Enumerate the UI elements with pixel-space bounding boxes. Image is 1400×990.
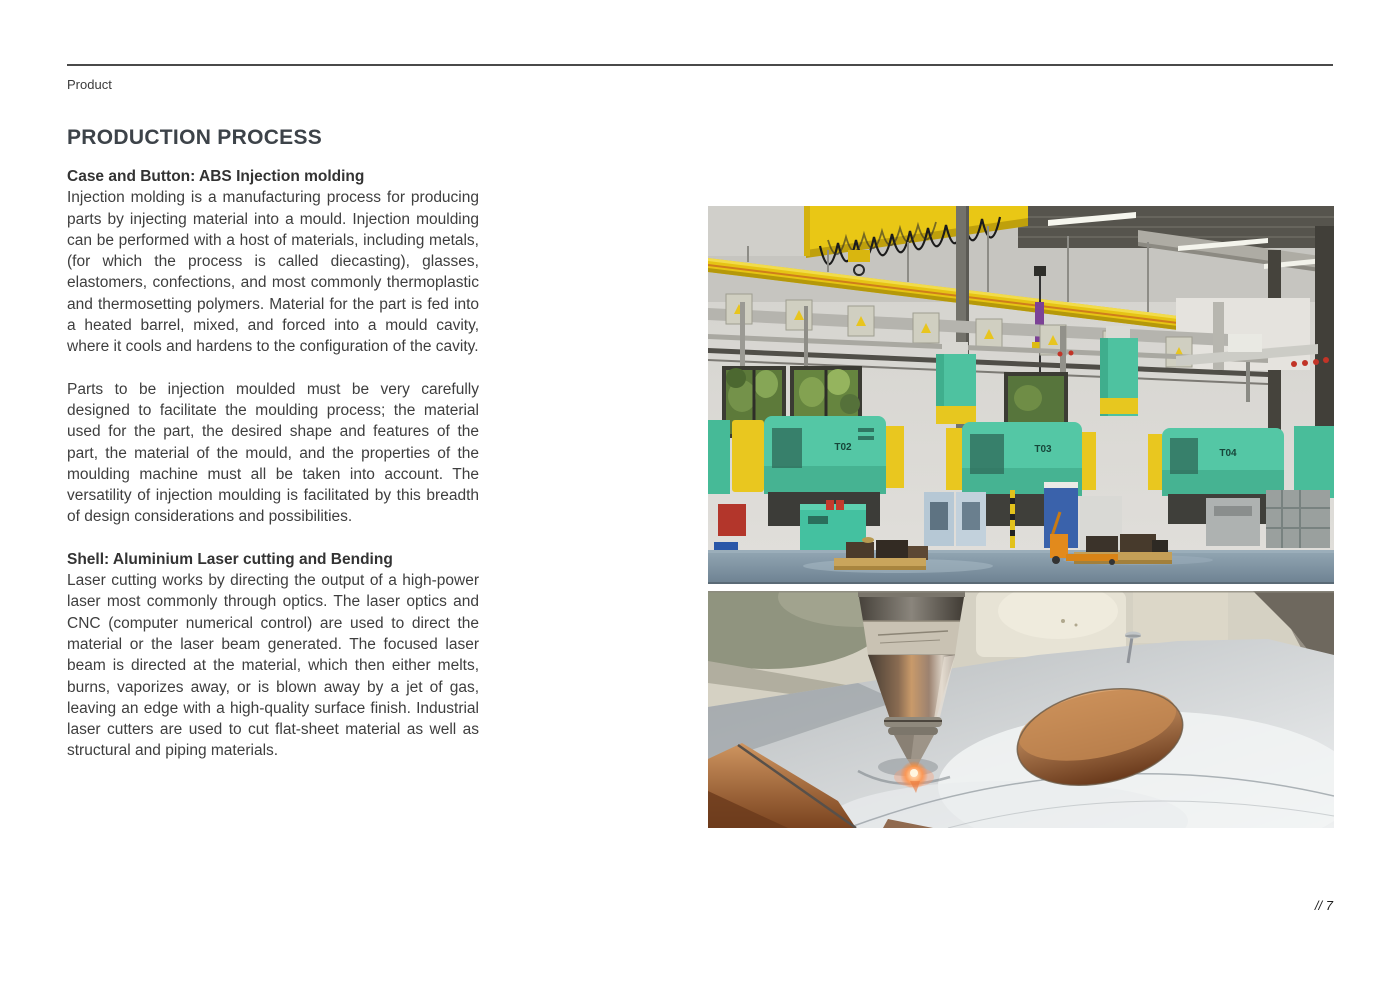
page-title: PRODUCTION PROCESS [67, 126, 323, 149]
section-heading-laser: Shell: Aluminium Laser cutting and Bending [67, 550, 393, 568]
page-number: // 7 [1314, 898, 1333, 913]
text-column [67, 166, 479, 783]
section-heading-injection: Case and Button: ABS Injection molding [67, 168, 365, 185]
photo-injection-molding-machines [708, 206, 1334, 584]
section-kicker: Product [67, 77, 112, 92]
section-injection-molding [67, 166, 479, 528]
machine-label-t03: T03 [1034, 444, 1052, 455]
photo-laser-cutting [708, 591, 1334, 828]
section-laser-cutting [67, 549, 479, 762]
paragraph: Parts to be injection moulded must be very carefully designed to facilitate the moulding process; the material used for the part, the desired shape and features of the part, the material of the mould, and the properties of the moulding machine must all be taken into account. The versatility of injection moulding is facilitated by this breadth of design considerations and possibilities. [67, 380, 479, 526]
paragraph: Injection molding is a manufacturing process for producing parts by injecting material into a mould. Injection moulding can be performed with a host of materials, including metals, (for which the process is called diecasting), glasses, elastomers, confections, and most commonly thermoplastic and thermosetting polymers. Material for the part is fed into a heated barrel, mixed, and forced into a mould cavity, where it cools and hardens to the configuration of the cavity. [67, 189, 479, 356]
machine-label-t02: T02 [834, 442, 852, 453]
laser-illustration [708, 591, 1334, 828]
factory-illustration [708, 206, 1334, 584]
paragraph: Laser cutting works by directing the output of a high-power laser most commonly through optics. The laser optics and CNC (computer numerical control) are used to direct the material or the laser beam generated. The focused laser beam is directed at the material, which then either melts, burns, vaporizes away, or is blown away by a jet of gas, leaving an edge with a high-quality surface finish. Industrial laser cutters are used to cut flat-sheet material as well as structural and piping materials. [67, 572, 479, 760]
machine-label-t04: T04 [1219, 448, 1237, 459]
header-rule [67, 64, 1333, 66]
